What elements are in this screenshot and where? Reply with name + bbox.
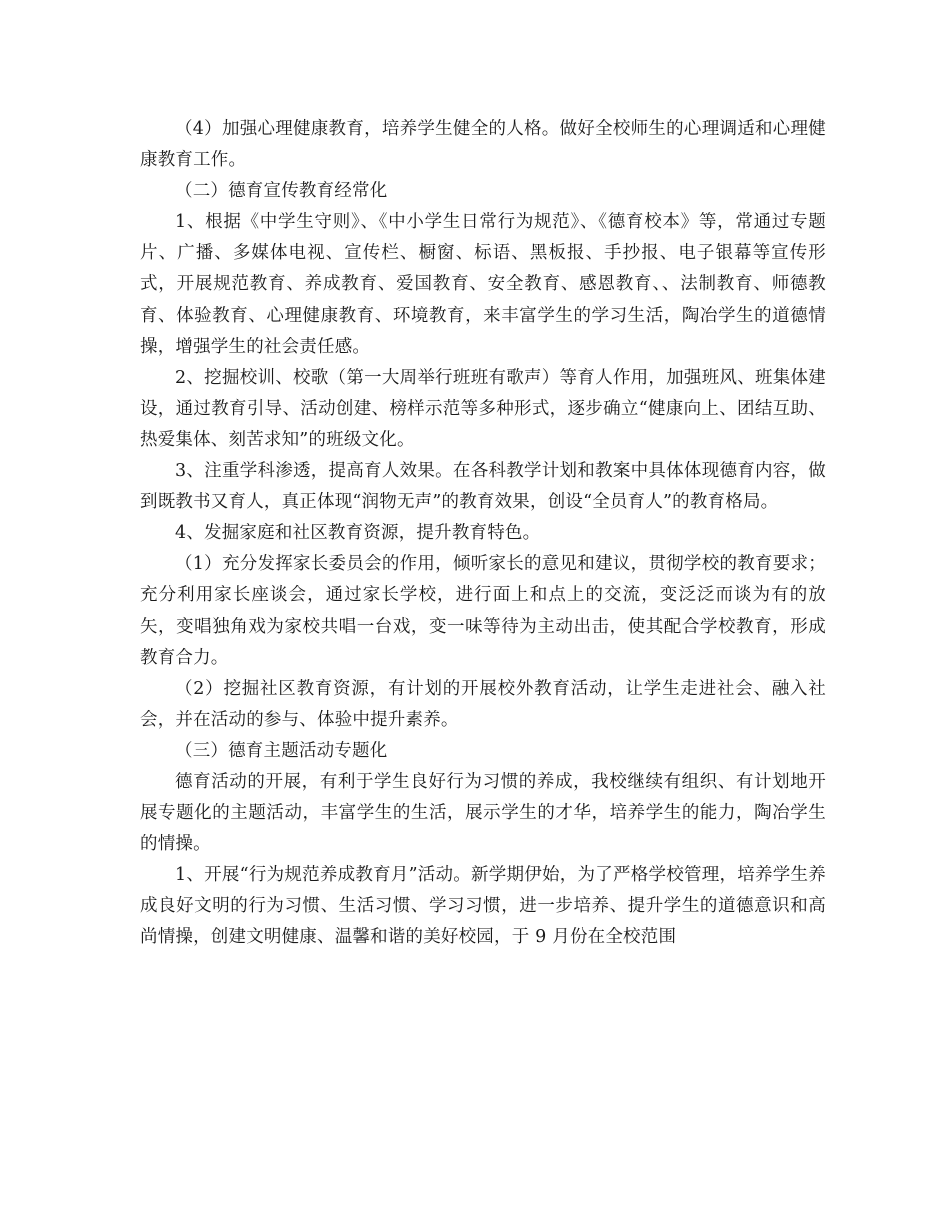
paragraph-parent-committee: （1）充分发挥家长委员会的作用，倾听家长的意见和建议，贯彻学校的教育要求；充分利用家长座谈会，通过家长学校，进行面上和点上的交流，变泛泛而谈为有的放矢，变唱独角戏为家校共唱一台戏，变一味等待为主动出击，使其配合学校教育，形成教育合力。 — [140, 554, 826, 668]
paragraph-community-resources: （2）挖掘社区教育资源，有计划的开展校外教育活动，让学生走进社会、融入社会，并在活动的参与、体验中提升素养。 — [140, 678, 826, 730]
section-heading-propaganda: （二）德育宣传教育经常化 — [175, 181, 388, 202]
document-body — [140, 114, 826, 954]
paragraph-subject-penetration: 3、注重学科渗透，提高育人效果。在各科教学计划和教案中具体体现德育内容，做到既教书又育人，真正体现“润物无声”的教育效果，创设“全员育人”的教育格局。 — [140, 461, 826, 513]
paragraph-propaganda-forms: 1、根据《中学生守则》、《中小学生日常行为规范》、《德育校本》等，常通过专题片、广播、多媒体电视、宣传栏、橱窗、标语、黑板报、手抄报、电子银幕等宣传形式，开展规范教育、养成教育、爱国教育、安全教育、感恩教育、、法制教育、师德教育、体验教育、心理健康教育、环境教育，来丰富学生的学习生活，陶冶学生的道德情操，增强学生的社会责任感。 — [140, 212, 826, 357]
paragraph-activities-intro: 德育活动的开展，有利于学生良好行为习惯的养成，我校继续有组织、有计划地开展专题化的主题活动，丰富学生的生活，展示学生的才华，培养学生的能力，陶冶学生的情操。 — [140, 771, 826, 855]
paragraph-school-motto: 2、挖掘校训、校歌（第一大周举行班班有歌声）等育人作用，加强班风、班集体建设，通过教育引导、活动创建、榜样示范等多种形式，逐步确立“健康向上、团结互助、热爱集体、刻苦求知”的班级文化。 — [140, 367, 826, 450]
paragraph-psychological-health: （4）加强心理健康教育，培养学生健全的人格。做好全校师生的心理调适和心理健康教育工作。 — [140, 119, 826, 171]
section-heading-theme-activities: （三）德育主题活动专题化 — [175, 740, 388, 761]
paragraph-family-community: 4、发掘家庭和社区教育资源，提升教育特色。 — [175, 523, 541, 544]
paragraph-behavior-month: 1、开展“行为规范养成教育月”活动。新学期伊始，为了严格学校管理，培养学生养成良好文明的行为习惯、生活习惯、学习习惯，进一步培养、提升学生的道德意识和高尚情操，创建文明健康、温馨和谐的美好校园，于 9 月份在全校范围 — [140, 865, 826, 948]
